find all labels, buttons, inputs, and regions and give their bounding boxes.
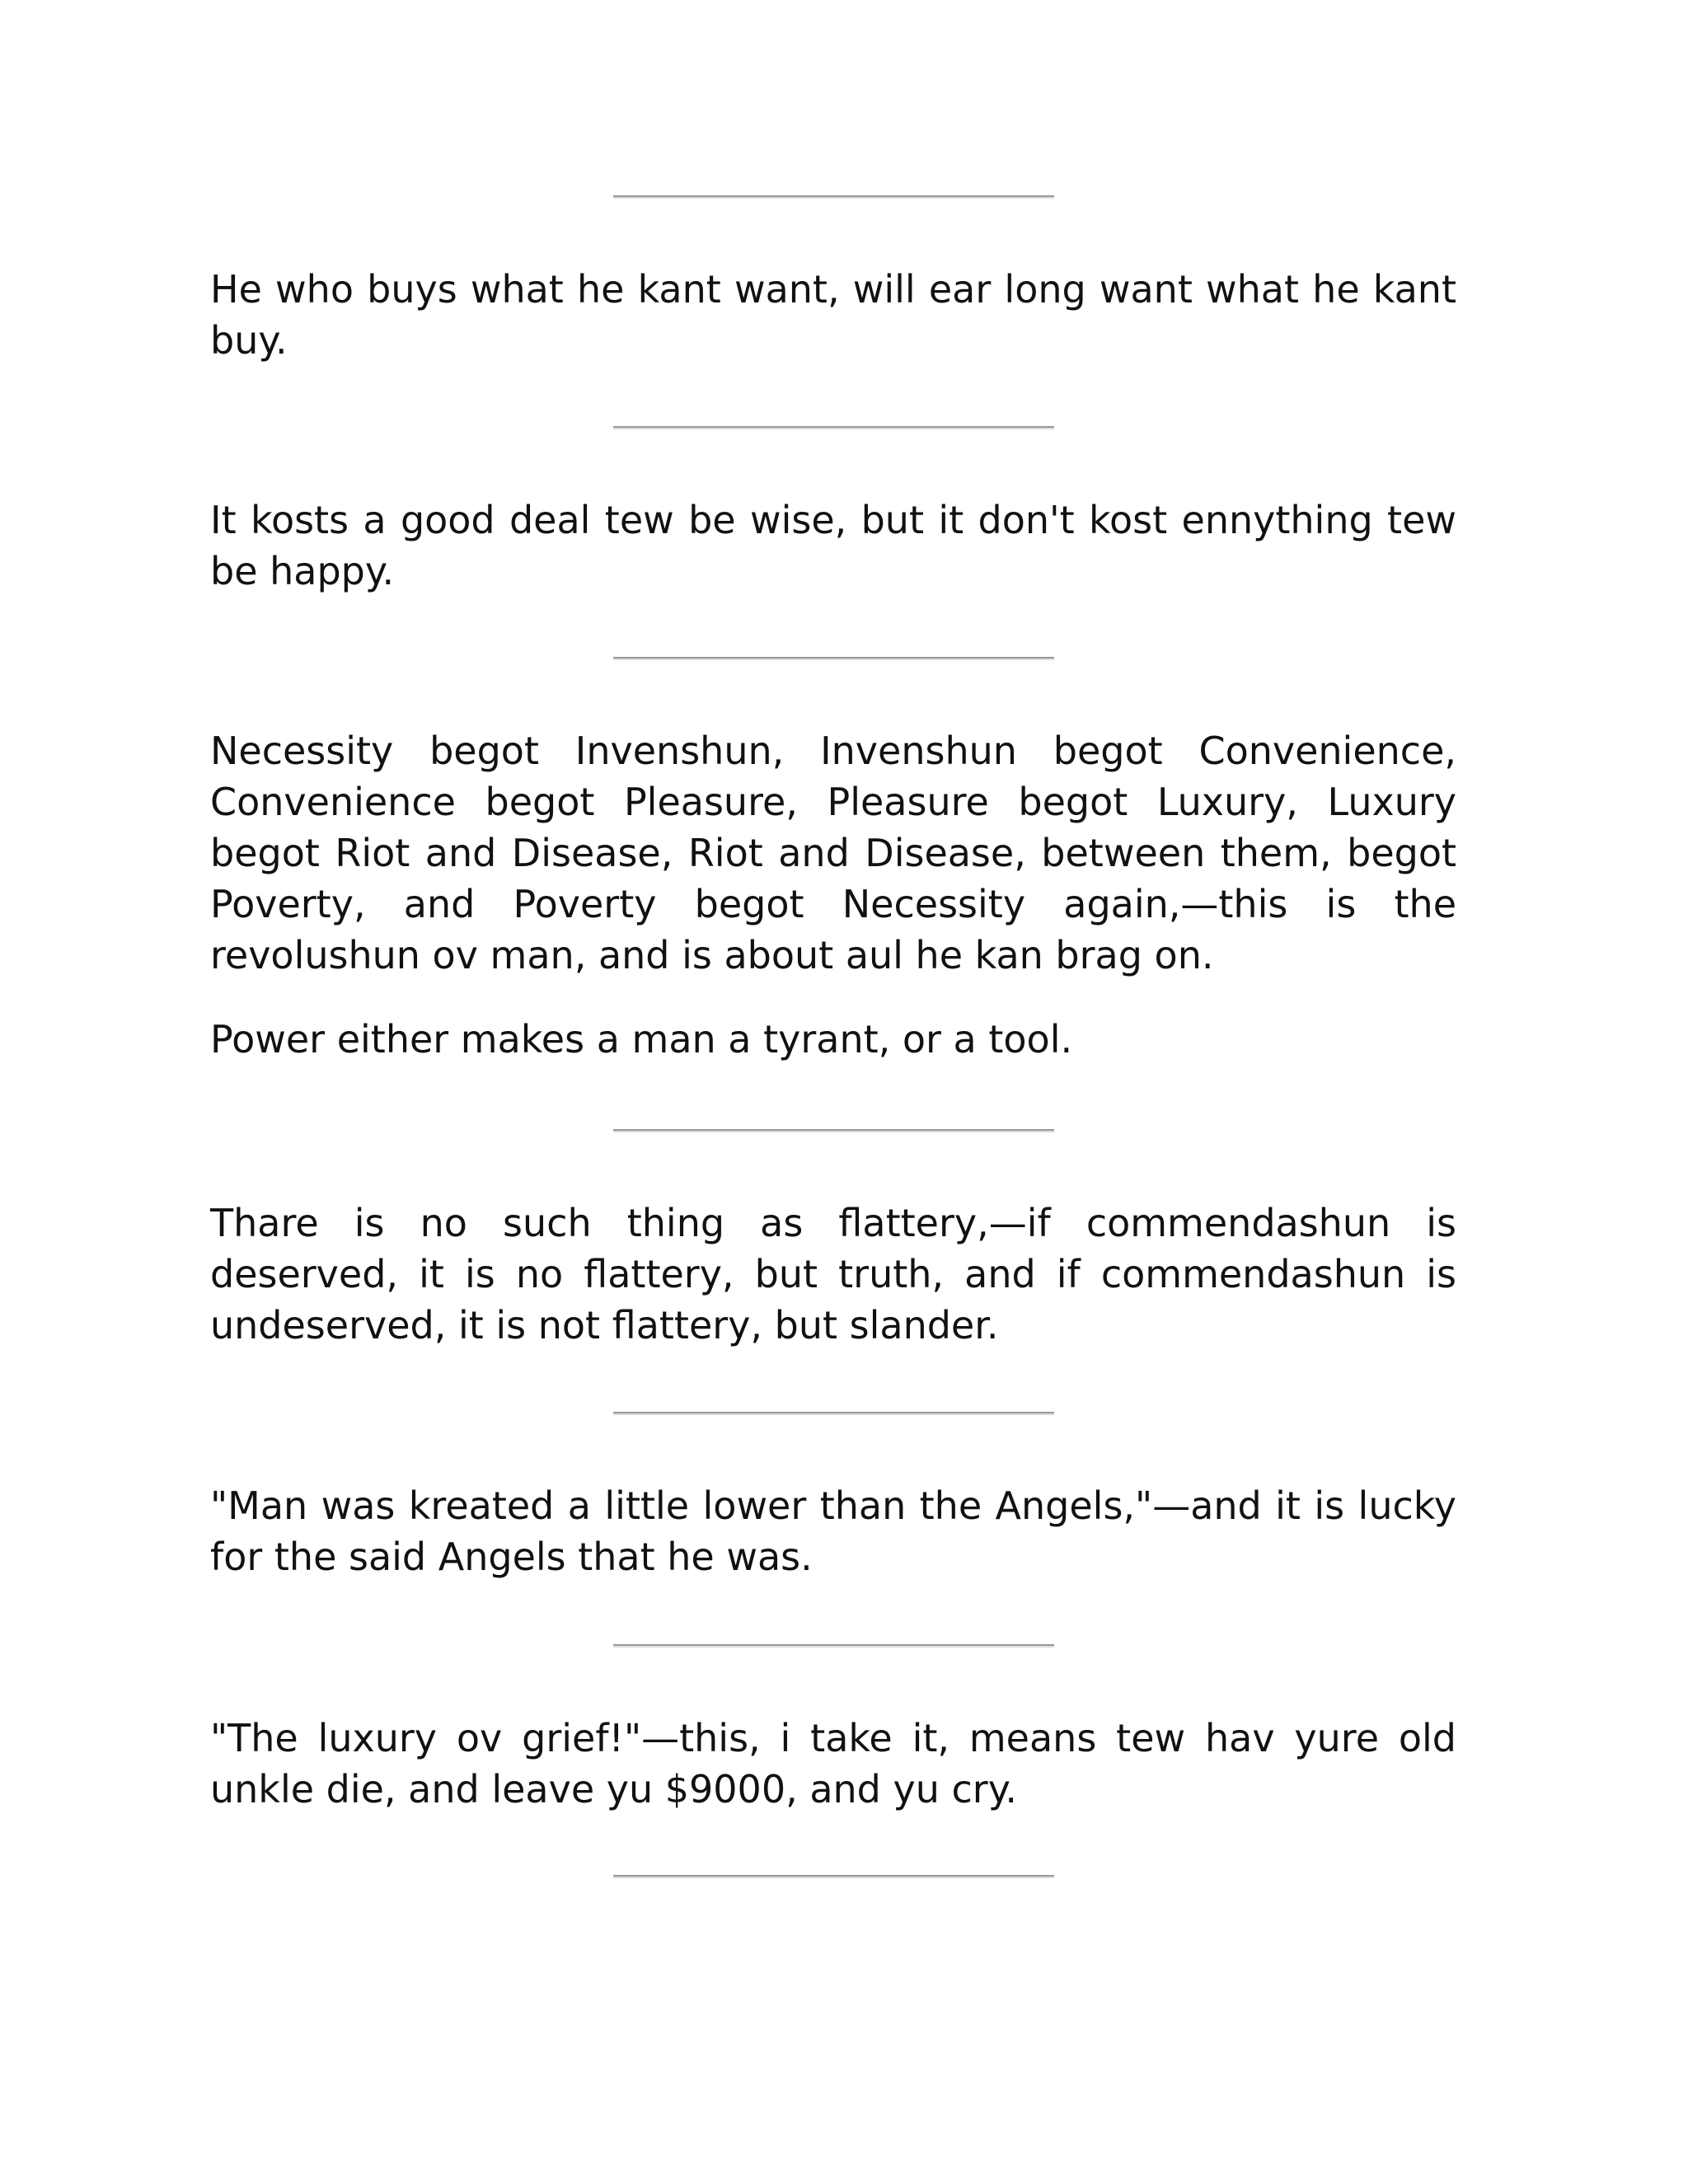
aphorism-paragraph: It kosts a good deal tew be wise, but it don't kost ennything tew be happy. bbox=[210, 498, 1456, 593]
section-divider bbox=[613, 1875, 1054, 1878]
section-divider bbox=[613, 1412, 1054, 1415]
aphorism-paragraph: Power either makes a man a tyrant, or a tool. bbox=[210, 1017, 1073, 1062]
aphorism-paragraph: He who buys what he kant want, will ear long want what he kant buy. bbox=[210, 267, 1456, 363]
section-divider bbox=[613, 195, 1054, 199]
section-divider bbox=[613, 1644, 1054, 1647]
section-divider bbox=[613, 426, 1054, 429]
aphorism-paragraph: Thare is no such thing as flattery,—if commendashun is deserved, it is no flattery, but truth, and if commendashun is undeserved, it is not flattery, but slander. bbox=[210, 1201, 1456, 1347]
aphorism-paragraph: Necessity begot Invenshun, Invenshun begot Convenience, Convenience begot Pleasure, Pleasure begot Luxury, Luxury begot Riot and Disease, Riot and Disease, between them, begot Poverty, and Poverty begot Necessity again,—this is the revolushun ov man, and is about aul he kan brag on. bbox=[210, 729, 1456, 977]
section-divider bbox=[613, 1129, 1054, 1132]
aphorism-paragraph: "The luxury ov grief!"—this, i take it, means tew hav yure old unkle die, and leave yu $9000, and yu cry. bbox=[210, 1716, 1456, 1811]
section-divider bbox=[613, 657, 1054, 660]
aphorism-paragraph: "Man was kreated a little lower than the Angels,"—and it is lucky for the said Angels that he was. bbox=[210, 1483, 1456, 1579]
